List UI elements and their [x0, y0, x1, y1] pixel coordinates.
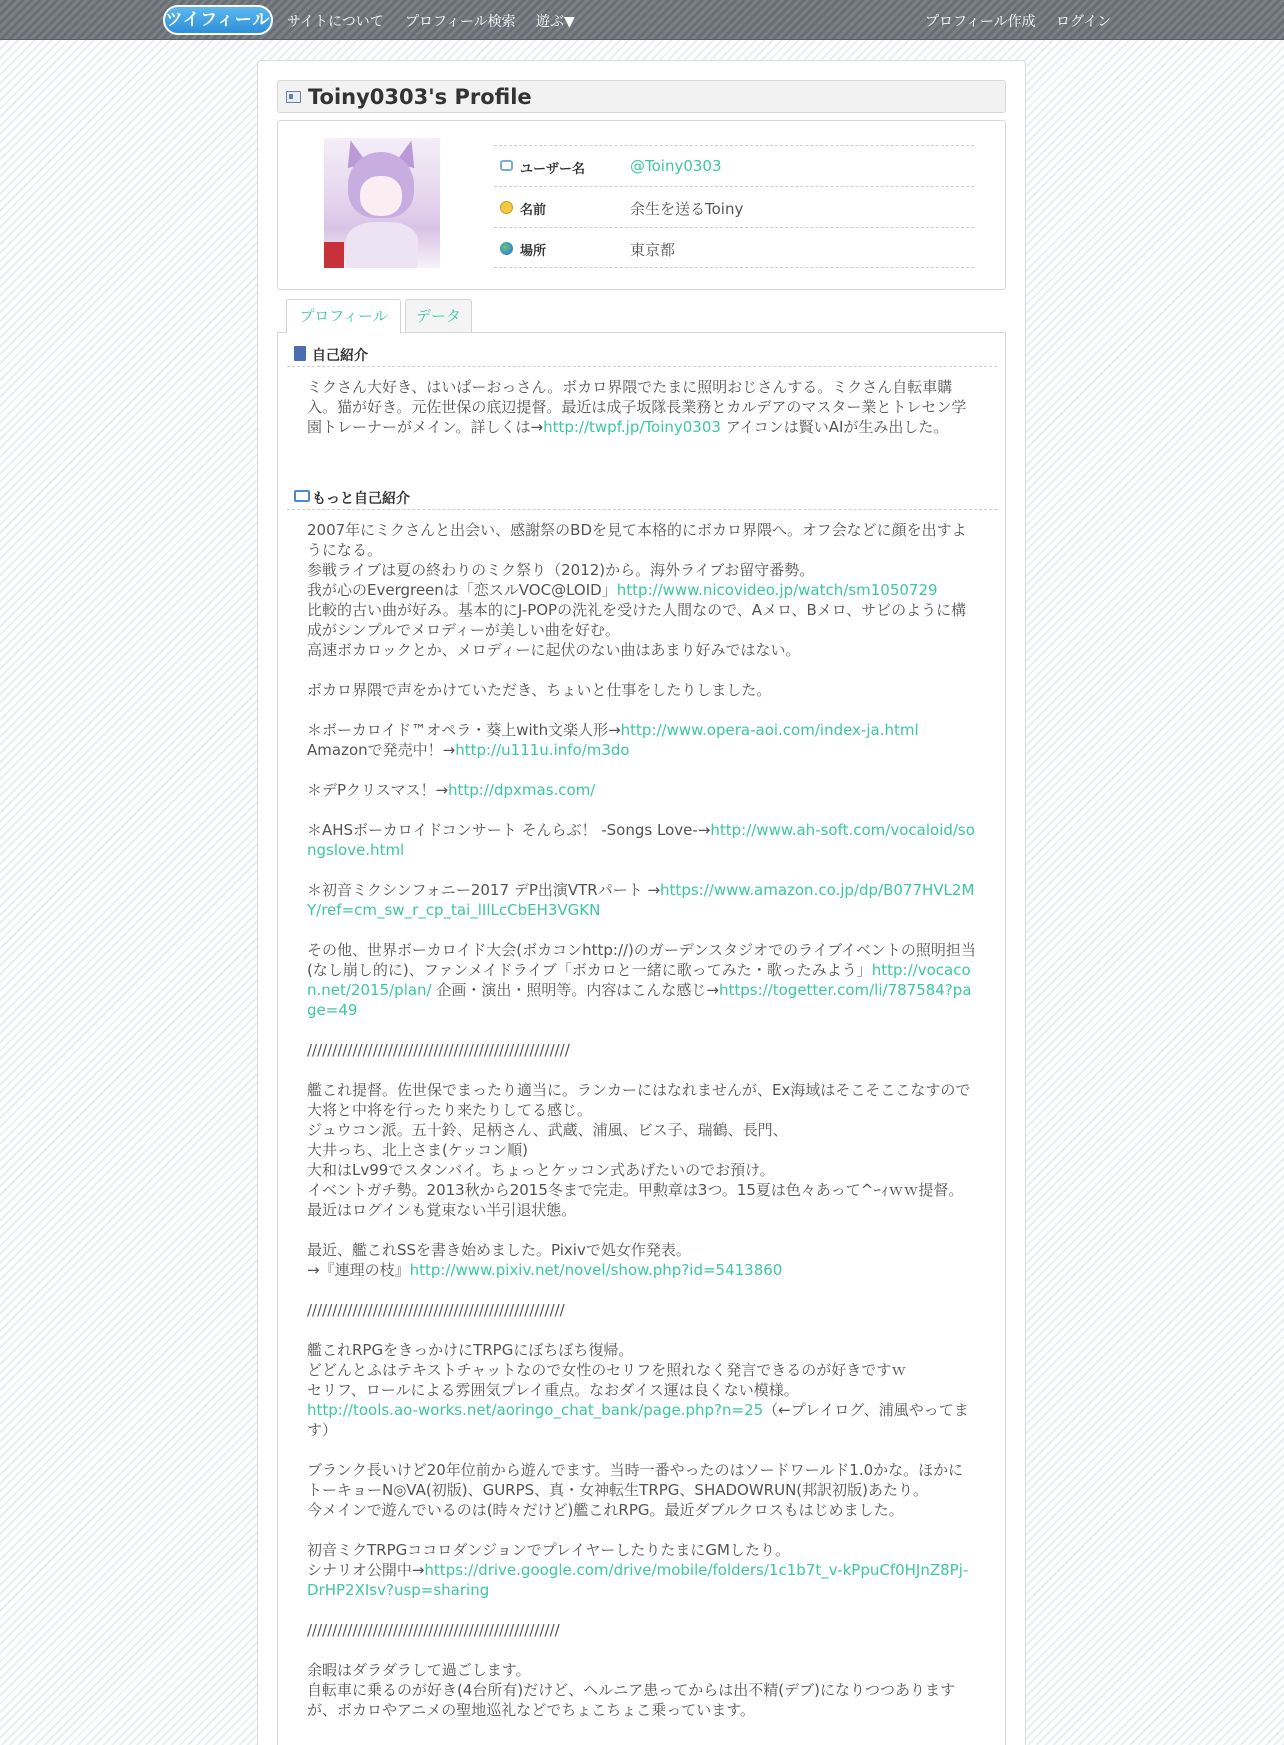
avatar-seal: [324, 242, 344, 268]
more-intro-line: [307, 920, 977, 940]
more-intro-line: [307, 1640, 977, 1660]
site-logo[interactable]: ツイフィール: [163, 5, 273, 35]
more-intro-line: [307, 1220, 977, 1240]
more-intro-link[interactable]: https://togetter.com/li/787584?page=49: [307, 981, 972, 1019]
more-intro-text-part: 我が心のEvergreenは「恋スルVOC@LOID」: [307, 581, 617, 599]
more-intro-text-part: ////////////////////////////////////////////////////: [307, 1041, 570, 1059]
more-intro-line: [307, 1660, 977, 1680]
more-intro-text-part: Amazonで発売中！→: [307, 741, 456, 759]
field-row-username: [494, 145, 974, 186]
more-intro-text-part: 高速ボカロックとか、メロディーに起伏のない曲はあまり好みではない。: [307, 641, 801, 659]
field-label-name: 名前: [520, 203, 547, 218]
more-intro-line: [307, 740, 977, 760]
more-intro-line: [307, 1440, 977, 1460]
more-intro-line: [307, 660, 977, 680]
intro-text: [307, 377, 977, 437]
more-intro-line: [307, 1040, 977, 1060]
id-card-icon: [286, 91, 301, 103]
more-intro-line: [307, 1560, 977, 1600]
more-intro-line: [307, 1400, 977, 1440]
field-row-name: [494, 186, 974, 227]
avatar-face: [360, 176, 402, 216]
more-intro-line: [307, 1360, 977, 1380]
more-intro-text-part: 最近はログインも覚束ない半引退状態。: [307, 1201, 577, 1219]
more-intro-text-part: 企画・演出・照明等。内容はこんな感じ→: [431, 981, 719, 999]
more-intro-text-part: //////////////////////////////////////////////////: [307, 1621, 560, 1639]
tab-profile[interactable]: プロフィール: [286, 299, 401, 334]
more-intro-text-part: 余暇はダラダラして過ごします。: [307, 1661, 531, 1679]
intro-link[interactable]: http://twpf.jp/Toiny0303: [543, 418, 721, 436]
more-intro-text-part: 艦これRPGをきっかけにTRPGにぼちぼち復帰。: [307, 1341, 634, 1359]
more-intro-text: [307, 520, 977, 1720]
more-intro-link[interactable]: https://drive.google.com/drive/mobile/folders/1c1b7t_v-kPpuCf0HJnZ8Pj-DrHP2XIsv?usp=sharing: [307, 1561, 969, 1599]
page-title: Toiny0303's Profile: [308, 85, 532, 109]
avatar: [324, 138, 440, 268]
more-intro-link[interactable]: http://www.pixiv.net/novel/show.php?id=5413860: [409, 1261, 783, 1279]
more-intro-text-part: ＊AHSボーカロイドコンサート そんらぶ！ -Songs Love-→: [307, 821, 711, 839]
more-intro-line: [307, 640, 977, 660]
more-intro-line: [307, 760, 977, 780]
more-intro-text-part: 自転車に乗るのが好き(4台所有)だけど、ヘルニア患ってからは出不精(デブ)になりつつありますが、ボカロやアニメの聖地巡礼などでちょこちょこ乗っています。: [307, 1681, 955, 1719]
more-intro-text-part: 今メインで遊んでいるのは(時々だけど)艦これRPG。最近ダブルクロスもはじめました。: [307, 1501, 904, 1519]
profile-title-bar: [277, 80, 1006, 113]
more-intro-link[interactable]: http://www.opera-aoi.com/index-ja.html: [620, 721, 919, 739]
more-intro-line: [307, 1680, 977, 1720]
more-intro-line: [307, 1260, 977, 1280]
tab-data[interactable]: データ: [405, 299, 472, 333]
more-intro-link[interactable]: http://dpxmas.com/: [448, 781, 596, 799]
more-intro-line: [307, 800, 977, 820]
section-intro-header: [287, 343, 997, 367]
more-intro-line: [307, 820, 977, 860]
more-intro-line: [307, 1300, 977, 1320]
more-intro-link[interactable]: http://www.ah-soft.com/vocaloid/songslove.html: [307, 821, 975, 859]
more-intro-text-part: 2007年にミクさんと出会い、感謝祭のBDを見て本格的にボカロ界隈へ。オフ会などに顔を出すようになる。: [307, 521, 967, 559]
more-intro-line: [307, 1620, 977, 1640]
nav-profile-search-link[interactable]: プロフィール検索: [405, 14, 516, 30]
top-navbar: [0, 0, 1284, 40]
more-intro-line: [307, 1500, 977, 1520]
more-intro-line: [307, 1380, 977, 1400]
more-intro-line: [307, 700, 977, 720]
more-intro-line: [307, 1240, 977, 1260]
more-intro-line: [307, 1060, 977, 1080]
section-more-header: [287, 486, 997, 510]
nav-login-link[interactable]: ログイン: [1056, 14, 1112, 30]
more-intro-link[interactable]: https://www.amazon.co.jp/dp/B077HVL2MY/ref=cm_sw_r_cp_tai_lIlLcCbEH3VGKN: [307, 881, 975, 919]
more-intro-line: [307, 1540, 977, 1560]
more-intro-text-part: シナリオ公開中→: [307, 1561, 425, 1579]
more-intro-line: [307, 1320, 977, 1340]
more-intro-line: [307, 1180, 977, 1200]
more-intro-line: [307, 1460, 977, 1500]
more-intro-line: [307, 1340, 977, 1360]
nav-create-profile-link[interactable]: プロフィール作成: [925, 14, 1036, 30]
more-intro-text-part: 参戦ライブは夏の終わりのミク祭り（2012)から。海外ライブお留守番勢。: [307, 561, 815, 579]
more-intro-text-part: 比較的古い曲が好み。基本的にJ-POPの洗礼を受けた人間なので、Aメロ、Bメロ、サビのように構成がシンプルでメロディーが美しい曲を好む。: [307, 601, 967, 639]
more-intro-text-part: 初音ミクTRPGココロダンジョンでプレイヤーしたりたまにGMしたり。: [307, 1541, 790, 1559]
smiley-icon: [500, 201, 513, 214]
more-intro-line: [307, 1600, 977, 1620]
more-intro-line: [307, 880, 977, 920]
intro-text-part: ミクさん大好き、はいぱーおっさん。ボカロ界隈でたまに照明おじさんする。ミクさん自転車購入。猫が好き。元佐世保の底辺提督。最近は成子坂隊長業務とカルデアのマスター業とトレセン学園トレーナーがメイン。詳しくは→: [307, 378, 967, 436]
more-intro-link[interactable]: http://tools.ao-works.net/aoringo_chat_bank/page.php?n=25: [307, 1401, 764, 1419]
more-intro-link[interactable]: http://www.nicovideo.jp/watch/sm1050729: [616, 581, 938, 599]
more-intro-text-part: ＊ボーカロイド™オペラ・葵上with文楽人形→: [307, 721, 621, 739]
more-intro-text-part: ＊初音ミクシンフォニー2017 デP出演VTRパート →: [307, 881, 661, 899]
more-intro-line: [307, 1520, 977, 1540]
field-value-name: 余生を送るToiny: [630, 200, 744, 218]
more-intro-text-part: （←プレイログ、浦風やってます）: [307, 1401, 969, 1439]
more-intro-line: [307, 1280, 977, 1300]
more-intro-text-part: ブランク長いけど20年位前から遊んでます。当時一番やったのはソードワールド1.0かな。ほかにトーキョーN◎VA(初版)、GURPS、真・女神転生TRPG、SHADOWRUN(邦訳初版)あたり。: [307, 1461, 964, 1499]
more-intro-line: [307, 780, 977, 800]
more-intro-text-part: 艦これ提督。佐世保でまったり適当に。ランカーにはなれませんが、Ex海域はそこそここなすので大将と中将を行ったり来たりしてる感じ。: [307, 1081, 971, 1119]
more-intro-line: [307, 1020, 977, 1040]
more-intro-text-part: →『連理の枝』: [307, 1261, 410, 1279]
more-intro-line: [307, 580, 977, 600]
field-label-username: ユーザー名: [520, 162, 586, 177]
intro-text-part: アイコンは賢いAIが生み出した。: [720, 418, 949, 436]
more-intro-text-part: セリフ、ロールによる雰囲気プレイ重点。なおダイス運は良くない模様。: [307, 1381, 799, 1399]
section-more-title: もっと自己紹介: [312, 491, 410, 507]
more-intro-line: [307, 520, 977, 560]
more-intro-text-part: 大井っち、北上さま(ケッコン順): [307, 1141, 528, 1159]
globe-icon: [500, 242, 513, 255]
more-intro-text-part: その他、世界ボーカロイド大会(ボカコンhttp://)のガーデンスタジオでのライブイベントの照明担当(なし崩し的に)、ファンメイドライブ「ボカロと一緒に歌ってみた・歌ったみよう」: [307, 941, 976, 979]
more-intro-line: [307, 560, 977, 580]
more-intro-text-part: ///////////////////////////////////////////////////: [307, 1301, 565, 1319]
more-intro-text-part: ジュウコン派。五十鈴、足柄さん、武蔵、浦風、ビス子、瑞鶴、長門、: [307, 1121, 788, 1139]
more-intro-text-part: イベントガチ勢。2013秋から2015冬まで完走。甲勲章は3つ。15夏は色々あって^ｰｨｗｗ提督。: [307, 1181, 964, 1199]
more-intro-line: [307, 600, 977, 640]
field-value-username[interactable]: @Toiny0303: [630, 157, 722, 175]
speech-bubble-icon: [500, 160, 513, 171]
more-intro-line: [307, 1120, 977, 1140]
more-intro-line: [307, 1160, 977, 1180]
more-intro-line: [307, 720, 977, 740]
nav-about-link[interactable]: サイトについて: [287, 14, 384, 30]
avatar-body: [346, 222, 418, 268]
field-row-location: [494, 227, 974, 268]
more-intro-line: [307, 1200, 977, 1220]
more-intro-text-part: 最近、艦これSSを書き始めました。Pixivで処女作発表。: [307, 1241, 691, 1259]
more-intro-line: [307, 860, 977, 880]
more-intro-text-part: どどんとふはテキストチャットなので女性のセリフを照れなく発言できるのが好きですｗ: [307, 1361, 907, 1379]
field-value-location: 東京都: [630, 241, 676, 259]
more-intro-link[interactable]: http://vocacon.net/2015/plan/: [307, 961, 971, 999]
more-intro-line: [307, 680, 977, 700]
more-intro-line: [307, 1080, 977, 1120]
open-book-icon: [294, 490, 310, 502]
notebook-icon: [294, 346, 306, 361]
more-intro-text-part: ＊デPクリスマス！→: [307, 781, 449, 799]
field-label-location: 場所: [520, 244, 547, 259]
more-intro-text-part: 大和はLv99でスタンバイ。ちょっとケッコン式あげたいのでお預け。: [307, 1161, 775, 1179]
more-intro-line: [307, 1140, 977, 1160]
section-intro-title: 自己紹介: [312, 348, 368, 364]
nav-play-dropdown[interactable]: 遊ぶ▼: [536, 14, 575, 30]
more-intro-text-part: ボカロ界隈で声をかけていただき、ちょいと仕事をしたりしました。: [307, 681, 772, 699]
more-intro-line: [307, 940, 977, 1020]
more-intro-link[interactable]: http://u111u.info/m3do: [455, 741, 630, 759]
